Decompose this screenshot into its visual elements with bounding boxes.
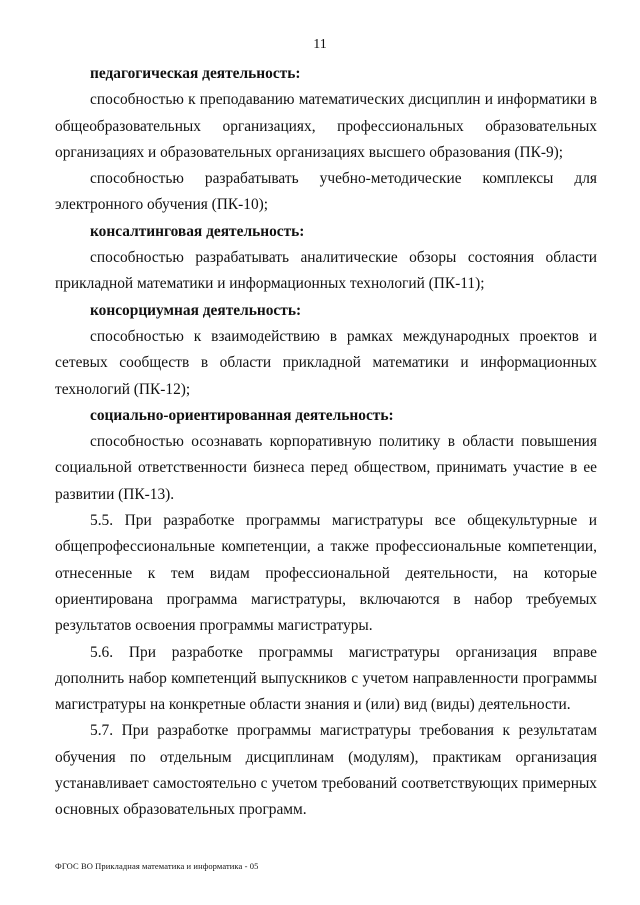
document-footer: ФГОС ВО Прикладная математика и информатика - 05 [55, 861, 259, 871]
paragraph-pk13: способностью осознавать корпоративную политику в области повышения социальной ответственности бизнеса перед обществом, принимать участие в ее развитии (ПК-13). [55, 433, 597, 503]
document-body [55, 61, 597, 824]
paragraph-pk12: способностью к взаимодействию в рамках международных проектов и сетевых сообществ в области прикладной математики и информационных технологий (ПК-12); [55, 327, 597, 398]
paragraph-pk11: способностью разрабатывать аналитические обзоры состояния области прикладной математики и информационных технологий (ПК-11); [55, 249, 597, 293]
paragraph-5-7: 5.7. При разработке программы магистратуры требования к результатам обучения по отдельным дисциплинам (модулям), практикам организация устанавливает самостоятельно с учетом требований соответствующих примерных основных образовательных программ. [55, 722, 597, 819]
paragraph-5-6: 5.6. При разработке программы магистратуры организация вправе дополнить набор компетенций выпускников с учетом направленности программы магистратуры на конкретные области знания и (или) вид (виды) деятельности. [55, 643, 597, 714]
section-heading-social: социально-ориентированная деятельность: [90, 406, 394, 424]
section-heading-consulting: консалтинговая деятельность: [90, 222, 305, 240]
paragraph-5-5: 5.5. При разработке программы магистратуры все общекультурные и общепрофессиональные компетенции, а также профессиональные компетенции, отнесенные к тем видам профессиональной деятельности, на которые ориентирована программа магистратуры, включаются в набор требуемых результатов освоения программы магистратуры. [55, 512, 597, 635]
section-heading-pedagogical: педагогическая деятельность: [90, 65, 301, 82]
page-number: 11 [313, 37, 327, 52]
section-heading-consortium: консорциумная деятельность: [90, 301, 302, 319]
paragraph-pk10: способностью разрабатывать учебно-методические комплексы для электронного обучения (ПК-10); [55, 170, 597, 214]
paragraph-pk9: способностью к преподаванию математических дисциплин и информатики в общеобразовательных организациях, профессиональных образовательных организациях и образовательных организациях высшего образования (ПК-9); [55, 91, 597, 161]
